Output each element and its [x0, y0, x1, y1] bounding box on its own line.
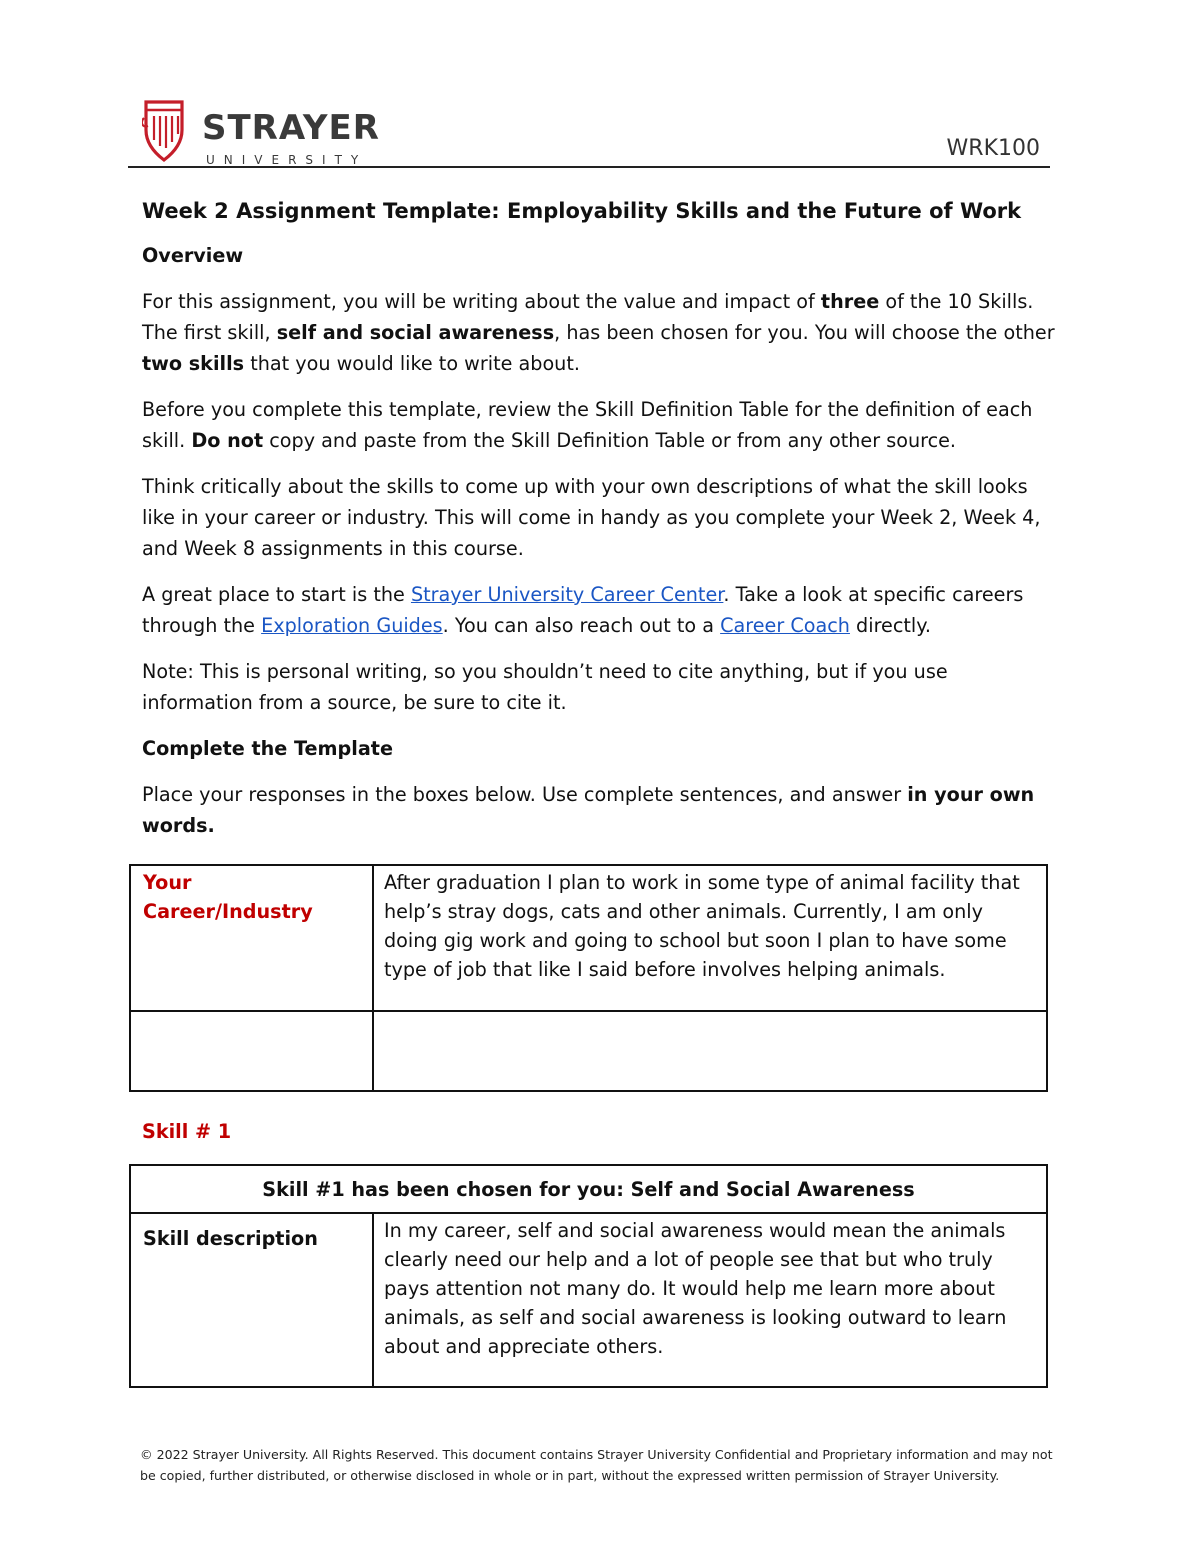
career-coach-link[interactable]: Career Coach: [720, 614, 850, 637]
paragraph-review: Before you complete this template, review the Skill Definition Table for the definition of each skill. Do not copy and paste from the Skill Definition Table or from any other source.: [142, 398, 1033, 452]
logo-wordmark: STRAYER: [202, 108, 380, 148]
table-row: [130, 1165, 1047, 1213]
table-row: [130, 1011, 1047, 1091]
page-header: [128, 92, 1050, 168]
shield-icon: [142, 100, 186, 162]
skill-description-response[interactable]: In my career, self and social awareness would mean the animals clearly need our help and a lot of people see that but who truly pays attention not many do. It would help me learn more about animals, as self and social awareness is looking outward to learn about and appreciate others.: [373, 1213, 1047, 1387]
career-table: [129, 864, 1048, 1092]
skill-1-table-header: Skill #1 has been chosen for you: Self and Social Awareness: [130, 1165, 1047, 1213]
overview-heading: Overview: [142, 244, 244, 267]
logo-subtitle: UNIVERSITY: [206, 153, 368, 167]
paragraph-note: Note: This is personal writing, so you shouldn’t need to cite anything, but if you use information from a source, be sure to cite it.: [142, 660, 948, 714]
empty-label-cell[interactable]: [130, 1011, 373, 1091]
copyright-footer: © 2022 Strayer University. All Rights Reserved. This document contains Strayer University Confidential and Proprietary information and may not be copied, further distributed, or otherwise disclosed in whole or in part, without the expressed written permission of Strayer University.: [140, 1447, 1053, 1483]
exploration-guides-link[interactable]: Exploration Guides: [261, 614, 443, 637]
table-row: [130, 1213, 1047, 1387]
complete-template-heading: Complete the Template: [142, 737, 393, 760]
course-code: WRK100: [946, 136, 1040, 161]
paragraph-overview: For this assignment, you will be writing about the value and impact of three of the 10 Skills. The first skill, self and social awareness, has been chosen for you. You will choose the other two skills that you would like to write about.: [142, 290, 1055, 375]
strayer-logo: [142, 100, 392, 167]
page-title: Week 2 Assignment Template: Employability Skills and the Future of Work: [142, 199, 1022, 223]
career-center-link[interactable]: Strayer University Career Center: [410, 583, 724, 606]
paragraph-think: Think critically about the skills to come up with your own descriptions of what the skill looks like in your career or industry. This will come in handy as you complete your Week 2, Week 4, and Week 8 assignments in this course.: [142, 475, 1041, 560]
skill-1-heading: Skill # 1: [142, 1120, 232, 1143]
table-row: [130, 865, 1047, 1011]
empty-response-cell[interactable]: [373, 1011, 1047, 1091]
paragraph-resources: A great place to start is the Strayer University Career Center. Take a look at specific careers through the Exploration Guides. You can also reach out to a Career Coach directly.: [142, 583, 1024, 637]
skill-1-table: [129, 1164, 1048, 1388]
career-response[interactable]: After graduation I plan to work in some type of animal facility that help’s stray dogs, cats and other animals. Currently, I am only doing gig work and going to school but soon I plan to have some type of job that like I said before involves helping animals.: [373, 865, 1047, 1011]
paragraph-instructions: Place your responses in the boxes below. Use complete sentences, and answer in your own words.: [142, 783, 1035, 837]
skill-description-label: Skill description: [130, 1213, 373, 1387]
career-label: Your Career/Industry: [130, 865, 373, 1011]
document-body: [142, 196, 1057, 856]
